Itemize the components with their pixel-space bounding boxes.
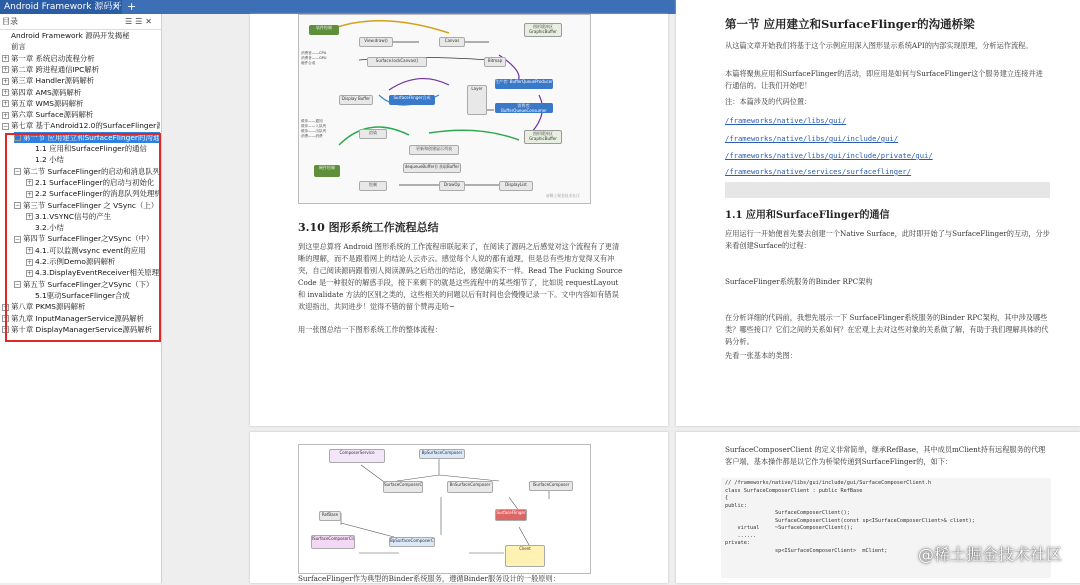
class-diagram-intro: 先看一张基本的类图： [725,350,1050,362]
page-bottom-left [250,432,668,583]
collapse-icon[interactable]: − [14,168,21,175]
code-path-link[interactable]: /frameworks/native/libs/gui/include/gui/ [725,134,898,143]
diagram-node: DrawOp [439,181,465,191]
toc-item[interactable] [2,41,160,52]
diagram-node: 更新和创建显示列表 [409,145,459,155]
toc-item-label: 第十章 DisplayManagerService源码解析 [11,325,152,334]
toc-item-label: 4.3.DisplayEventReceiver相关原理分 [35,268,160,277]
diagram-node: 图形缓冲区 GraphicBuffer [524,23,562,37]
toc-item-label: 2.1 SurfaceFlinger的启动与初始化 [35,178,154,187]
diagram-node: 渲染 [359,129,387,139]
toc-item-label: 第五节 SurfaceFlinger之VSync（下） [23,280,153,289]
class-box: SurfaceComposerC [383,481,423,493]
toc-title: 目录 [2,17,18,26]
diagram-legend-top [301,51,327,66]
toc-item[interactable] [2,53,160,64]
toc-item-label: 4.1.可以监测vsync event的应用 [35,246,146,255]
toc-item-label: 1.2 小结 [35,155,64,164]
highlight-box [5,133,161,342]
rpc-title: SurfaceFlinger系统服务的Binder RPC架构 [725,276,1050,288]
note-text: 注：本篇涉及的代码位置： [725,96,1050,108]
code-path-link[interactable]: /frameworks/native/libs/gui/include/private/gui/ [725,151,933,160]
expand-icon[interactable]: + [2,315,9,322]
class-box: ComposerService [329,449,385,463]
toc-item-label: 4.2.示例Demo源码解析 [35,257,115,266]
toc-item-label: 第九章 InputManagerService源码解析 [11,314,144,323]
toc-item-label: 第四章 AMS源码解析 [11,88,81,97]
section-heading: 3.10 图形系统工作流程总结 [298,219,439,235]
toc-item[interactable] [2,98,160,109]
divider-bar [725,182,1050,198]
toc-item-label: 1.1 应用和SurfaceFlinger的通信 [35,144,147,153]
expand-icon[interactable]: + [2,326,9,333]
expand-icon[interactable]: + [2,100,9,107]
diagram-node: 消费者: BufferQueueConsumer [495,103,553,113]
class-box: SurfaceFlinger [495,509,527,521]
toc-item-label: 第八章 PKMS源码解析 [11,302,85,311]
rpc-paragraph: 在分析详细的代码前，我想先展示一下 SurfaceFlinger系统服务的Binder RPC架构，其中涉及哪些类？哪些接口？它们之间的关系如何？在宏观上去对这些对象的关系做了解，有助于我们理解具体的代码分析。 [725,312,1050,348]
toc-toolbar-icons[interactable]: ☰☰✕ [125,14,155,30]
legend-item: 消费者——CPU [301,51,327,56]
toc-item[interactable] [2,64,160,75]
legend-item: 缓冲——出队列 [301,129,326,134]
expand-icon[interactable]: + [26,191,33,198]
focus-paragraph: 本篇将聚焦应用和SurfaceFlinger的活动，即应用是如何与SurfaceFlinger这个服务建立连接并进行通信的。让我们开始吧！ [725,68,1050,92]
diagram-node: 绘制 [359,181,387,191]
toc-item-label: 前言 [11,42,26,51]
code-block: // /frameworks/native/libs/gui/include/gui/SurfaceComposerClient.h class SurfaceComposerClient : public RefBase { public: SurfaceComposerClient(); SurfaceComposerClient(const sp<ISurfaceComposerClient>& client); virtual ~SurfaceComposerClient(); ...... private: sp<ISurfaceComposerClient> mClient; [721,478,1051,578]
expand-icon[interactable]: + [2,89,9,96]
toc-header [0,14,161,30]
summary-intro: 用一张图总结一下图形系统工作的整体流程： [298,324,623,336]
toc-item-label: 3.1.VSYNC信号的产生 [35,212,111,221]
toc-item-label: 第五章 WMS源码解析 [11,99,83,108]
expand-icon[interactable]: + [2,304,9,311]
diagram-node: 生产者: BufferQueueProducer [495,79,553,89]
collapse-icon[interactable]: − [14,202,21,209]
collapse-icon[interactable]: − [14,134,21,141]
legend-item: 消费——消费 [301,134,326,139]
toc-item-label: 第二节 SurfaceFlinger的启动和消息队列 [23,167,160,176]
close-tab-icon[interactable]: × [112,0,120,14]
diagram-node: 软件绘制 [309,25,339,35]
document-tab[interactable] [0,0,122,14]
legend-item: 消费者——GPU [301,56,327,61]
intro-paragraph: 从这篇文章开始我们将基于这个示例应用深入图形显示系统API的内部实现原理，分析运作流程。 [725,40,1050,52]
collapse-icon[interactable]: − [14,236,21,243]
page-top-right [676,0,1080,426]
expand-icon[interactable]: + [2,78,9,85]
class-box: ISurfaceComposerCli [311,535,355,549]
toc-item[interactable] [2,120,160,131]
watermark: @稀土掘金技术社区 [918,542,1062,565]
diagram-credit: @稀土掘金技术社区 [546,193,580,199]
diagram-node: Canvas [439,37,465,47]
toc-item-label: 第七章 基于Android12.0的SurfaceFlinger源 [11,121,160,130]
expand-icon[interactable]: + [26,259,33,266]
code-path-link[interactable]: /frameworks/native/libs/gui/ [725,116,846,125]
toc-item[interactable] [2,109,160,120]
new-tab-icon[interactable]: + [127,0,136,13]
toc-item[interactable] [2,75,160,86]
diagram-node: Bitmap [484,57,506,67]
legend-item: 硬件合成 [301,61,327,66]
class-box: Client [505,545,545,567]
expand-icon[interactable]: + [26,247,33,254]
expand-icon[interactable]: + [26,179,33,186]
summary-paragraph: 到这里总算将 Android 图形系统的工作流程串联起来了，在阅读了源码之后感觉对这个流程有了更清晰的理解，而不是跟着网上的结论人云亦云。感觉每个人说的都有道理，但是总有些地方觉得又有冲突，自己阅读源码跟着别人阅读源码之后给出的结论，感觉确实不一样。Read The Fucking Source Code 是一种很好的解惑手段，接下来剩下的就是这些流程中的某些细节了，比如说 requestLayout 和 invalidate 方法的区别之类的，这些相关的问题以后有时间也会慢慢记录一下。文中内容如有错误欢迎指出，共同进步！觉得不错的留个赞再走哈~ [298,241,623,313]
class-diagram-lines [299,445,591,574]
expand-icon[interactable]: + [2,66,9,73]
toc-item-label: 第一章 系统启动流程分析 [11,54,95,63]
toc-item-label: 第三章 Handler源码解析 [11,76,94,85]
toc-item-label: 第六章 Surface源码解析 [11,110,93,119]
expand-icon[interactable]: + [2,112,9,119]
expand-icon[interactable]: + [26,213,33,220]
diagram-node: Layer [467,85,487,115]
diagram-node: View.draw() [359,37,393,47]
toc-item[interactable] [2,30,160,41]
diagram-node: 硬件绘制 [314,165,340,177]
toc-item-label: 第一节 应用建立和SurfaceFlinger的沟通 [23,133,160,142]
class-box: RefBase [319,511,341,521]
code-path-link[interactable]: /frameworks/native/services/surfaceflinger/ [725,167,911,176]
sub-heading: 1.1 应用和SurfaceFlinger的通信 [725,206,889,221]
toc-item-label: 第四节 SurfaceFlinger之VSync（中） [23,234,153,243]
toc-item[interactable] [2,87,160,98]
class-box: ISurfaceComposer [529,481,573,491]
chapter-heading: 第一节 应用建立和SurfaceFlinger的沟通桥梁 [725,16,975,32]
page-top-left [250,14,668,426]
diagram-node: DisplayList [499,181,533,191]
toc-item-label: 2.2 SurfaceFlinger的消息队列处理机 [35,189,160,198]
class-diagram [298,444,591,574]
legend-item: 缓冲——入队列 [301,124,326,129]
toc-item-label: 3.2.小结 [35,223,64,232]
toc-item-label: 第三节 SurfaceFlinger 之 VSync（上） [23,201,158,210]
class-box: BnSurfaceComposer [447,481,493,493]
toc-item-label: Android Framework 源码开发揭秘 [11,31,130,40]
composer-client-paragraph: SurfaceComposerClient 的定义非常简单，继承RefBase，其中成员mClient持有远程服务的代理客户端，基本操作都是以它作为桥梁传递到SurfaceFlinger的，如下： [725,444,1050,468]
diagram-node: Display Buffer [339,95,373,105]
toc-item-label: 第二章 跨进程通信IPC解析 [11,65,99,74]
class-box: BpSurfaceComposerCl [389,537,435,547]
toc-item-label: 5.1驱动SurfaceFlinger合成 [35,291,130,300]
expand-icon[interactable]: + [2,55,9,62]
diagram-legend-bottom [301,119,326,139]
legend-item: 缓冲——通知 [301,119,326,124]
tab-title: Android Framework 源码开 [4,2,122,12]
diagram-node: 图形缓冲区 GraphicBuffer [524,130,562,144]
collapse-icon[interactable]: − [14,281,21,288]
class-box: BpSurfaceComposer [419,449,465,459]
expand-icon[interactable]: + [26,270,33,277]
diagram-node: SurfaceFlinger合成 [389,95,435,105]
diagram-node: Surface.lockCanvas() [367,57,427,67]
diagram-node: dequeueBuffer() 获取Buffer [403,163,461,173]
surface-paragraph: 应用运行一开始便首先要去创建一个Native Surface，此时即开始了与SurfaceFlinger的互动，分步来看创建Surface的过程： [725,228,1050,252]
graphics-flow-diagram [298,14,591,204]
binder-paragraph: SurfaceFlinger作为典型的Binder系统服务，遵循Binder服务设计的一般原则： [298,573,623,585]
collapse-icon[interactable]: − [2,123,9,130]
